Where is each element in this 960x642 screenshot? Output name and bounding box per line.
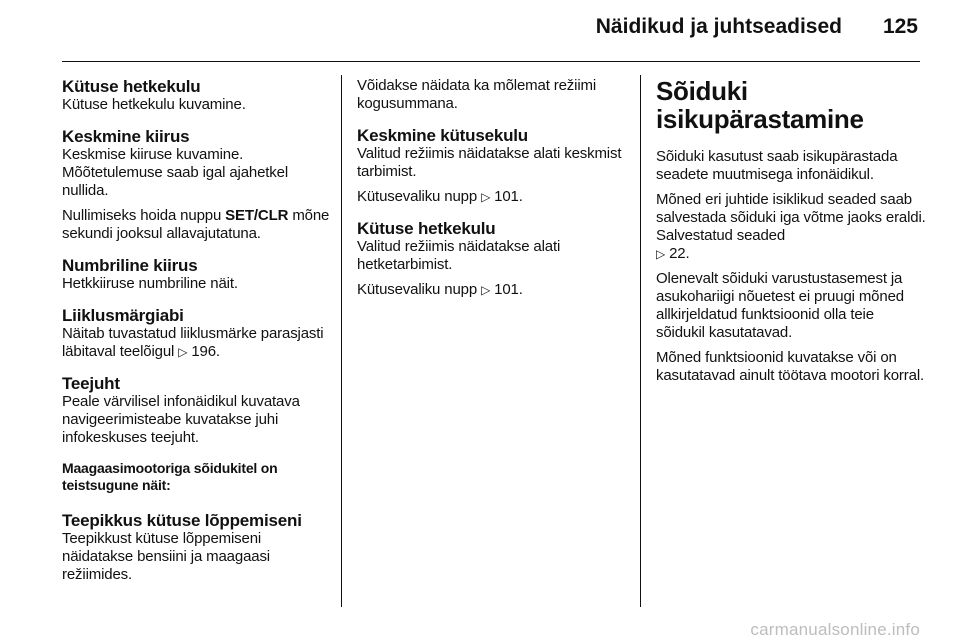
page-number: 125 [882,15,918,38]
page-reference[interactable] [656,245,690,262]
text-run: Nullimiseks hoida nuppu [62,207,226,224]
section-fuel-instant [62,77,334,114]
paragraph [357,281,633,299]
column-1 [62,77,334,597]
section-heading: Liiklusmärgiabi [62,306,184,325]
paragraph: Teepikkust kütuse lõppemiseni näidatakse bensiini ja maagaasi režiimides. [62,530,270,583]
section-heading: Kütuse hetkekulu [357,219,496,238]
button-name: SET/CLR [225,207,289,224]
watermark: carmanualsonline.info [750,620,920,639]
column-divider-1 [341,75,342,607]
section-heading: Keskmine kütusekulu [357,126,528,145]
paragraph: Kütuse hetkekulu kuvamine. [62,96,246,113]
text-run: Mõned eri juhtide isiklikud seaded saab salvestada sõiduki iga võtme jaoks eraldi. Salvestatud seaded [656,191,926,244]
chapter-heading: Sõiduki isikupärastamine [656,76,864,134]
section-heading: Teepikkus kütuse lõppemiseni [62,511,302,530]
page-reference-number: 101. [494,281,523,298]
text-run: Näitab tuvastatud liiklusmärke parasjasti läbitaval teelõigul [62,325,324,360]
text-run: mõne sekundi jooksul allavajutatuna. [62,207,330,242]
section-average-speed [62,127,334,243]
section-navigation [62,374,334,447]
triangle-arrow-icon: ▷ [481,283,491,297]
section-heading: Kütuse hetkekulu [62,77,201,96]
section-cng-note [62,460,334,494]
paragraph: Mõned funktsioonid kuvatakse või on kasutatavad ainult töötava mootori korral. [656,349,925,384]
page-reference-number: 22. [669,245,690,262]
paragraph: Olenevalt sõiduki varustustasemest ja asukohariigi nõuetest ei pruugi mõned allkirjeldatud funktsioonid olla teie sõidukil kasutatavad. [656,270,904,341]
paragraph [62,207,334,243]
section-heading: Keskmine kiirus [62,127,190,146]
header-divider [62,61,920,62]
section-heading: Teejuht [62,374,120,393]
section-fuel-average [357,126,633,206]
paragraph: Valitud režiimis näidatakse alati keskmist tarbimist. [357,145,622,180]
column-2 [357,77,633,312]
paragraph: Võidakse näidata ka mõlemat režiimi kogusummana. [357,77,597,112]
paragraph: Hetkkiiruse numbriline näit. [62,275,238,292]
page-reference[interactable] [481,188,523,205]
page-reference-number: 196. [191,343,220,360]
page-reference[interactable] [481,281,523,298]
column-divider-2 [640,75,641,607]
column-3 [656,77,926,392]
section-fuel-instant-2 [357,219,633,299]
section-heading: Numbriline kiirus [62,256,198,275]
paragraph: Sõiduki kasutust saab isikupärastada seadete muutmisega infonäidikul. [656,148,898,183]
paragraph [62,325,334,361]
page-header-title: Näidikud ja juhtseadised [595,15,842,38]
section-range [62,511,334,584]
page-reference[interactable] [178,343,220,360]
subheading: Maagaasimootoriga sõidukitel on teistsugune näit: [62,460,278,493]
paragraph [656,191,926,263]
paragraph: Valitud režiimis näidatakse alati hetketarbimist. [357,238,561,273]
section-digital-speed [62,256,334,293]
triangle-arrow-icon: ▷ [178,345,188,359]
paragraph [357,188,633,206]
text-run: Kütusevaliku nupp [357,281,482,298]
paragraph: Peale värvilisel infonäidikul kuvatava navigeerimisteabe kuvatakse juhi infokeskuses teejuht. [62,393,300,446]
section-continued [357,77,633,113]
section-traffic-sign-assistant [62,306,334,361]
page-reference-number: 101. [494,188,523,205]
triangle-arrow-icon: ▷ [481,190,491,204]
triangle-arrow-icon: ▷ [656,247,666,261]
text-run: Kütusevaliku nupp [357,188,482,205]
paragraph: Keskmise kiiruse kuvamine. Mõõtetulemuse saab igal ajahetkel nullida. [62,146,289,199]
